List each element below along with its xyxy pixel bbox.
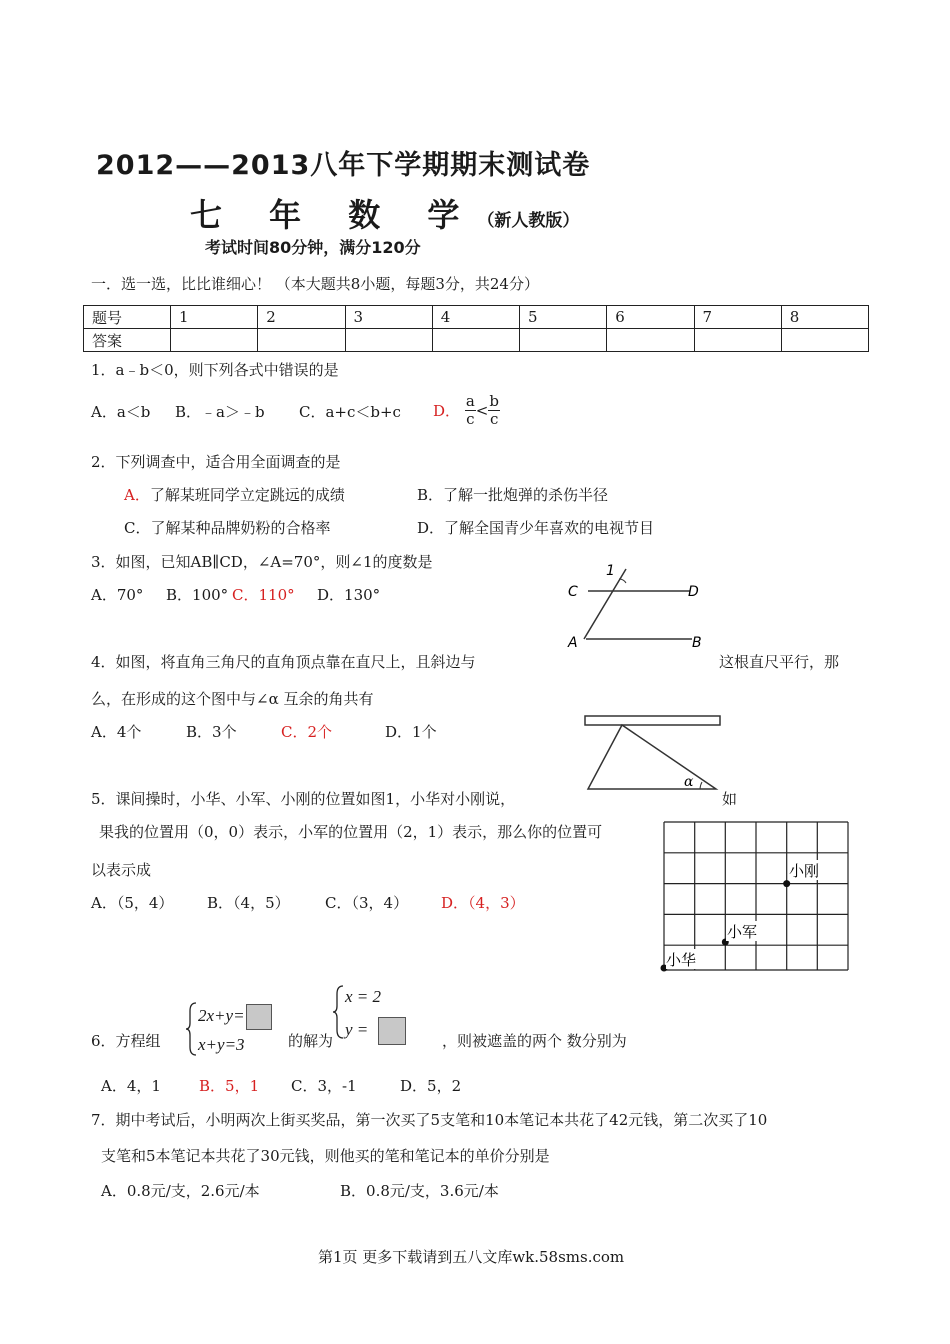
table-cell: 答案 <box>84 329 171 352</box>
label-b: B <box>692 635 702 651</box>
set-square <box>588 725 716 789</box>
q2-option-a: A．了解某班同学立定跳远的成绩 <box>124 486 345 504</box>
q5-option-d: D．（4，3） <box>441 894 525 912</box>
q6-option-a: A．4，1 <box>101 1077 161 1095</box>
subject-heading <box>190 190 579 236</box>
label-c: C <box>568 584 578 600</box>
answer-cell[interactable] <box>520 329 607 352</box>
label-xiaohua: 小华 <box>666 951 697 969</box>
fraction-a-over-c: $\frac{a}{c}$ <box>465 392 475 428</box>
point-xiaogang <box>783 880 790 887</box>
table-row <box>84 306 869 329</box>
table-cell: 2 <box>258 306 345 329</box>
position-grid-figure <box>660 818 852 974</box>
table-cell: 5 <box>520 306 607 329</box>
q3-option-b: B．100° <box>166 586 229 604</box>
q2-stem: 2．下列调查中，适合用全面调查的是 <box>91 453 341 471</box>
label-d: D <box>688 584 699 600</box>
page-footer: 第1页 更多下载请到五八文库wk.58sms.com <box>318 1248 625 1266</box>
q5-option-b: B．（4，5） <box>207 894 290 912</box>
label-xiaogang: 小刚 <box>789 862 820 880</box>
q7-option-b: B．0.8元/支，3.6元/本 <box>340 1182 499 1200</box>
q4-option-b: B．3个 <box>186 723 237 741</box>
edition-label: （新人教版） <box>477 211 580 231</box>
table-row <box>84 329 869 352</box>
q2-option-c: C．了解某种品牌奶粉的合格率 <box>124 519 331 537</box>
q5-stem-line2: 果我的位置用（0，0）表示，小军的位置用（2，1）表示，那么你的位置可 <box>99 823 603 841</box>
q4-stem-line2: 么，在形成的这个图中与∠α 互余的角共有 <box>91 690 374 708</box>
table-cell: 3 <box>345 306 432 329</box>
q6-option-c: C．3，-1 <box>291 1077 357 1095</box>
q3-stem: 3．如图，已知AB∥CD，∠A=70°，则∠1的度数是 <box>91 553 433 571</box>
q4-option-d: D．1个 <box>385 723 437 741</box>
q1-stem: 1．a﹣b＜0，则下列各式中错误的是 <box>91 361 339 379</box>
q3-option-d: D．130° <box>317 586 381 604</box>
table-cell: 4 <box>432 306 519 329</box>
q5-option-c: C．（3，4） <box>325 894 409 912</box>
covered-box-2 <box>378 1017 406 1045</box>
q4-stem-part2: 这根直尺平行，那 <box>719 653 840 671</box>
q6-equation-2: x+y=3 <box>198 1035 245 1054</box>
answer-cell[interactable] <box>607 329 694 352</box>
exam-info: 考试时间80分钟，满分120分 <box>205 238 421 257</box>
q1-option-c: C．a+c＜b+c <box>299 403 401 421</box>
q3-option-c: C．110° <box>232 586 295 604</box>
q6-solution-1: x = 2 <box>345 987 382 1006</box>
answer-cell[interactable] <box>258 329 345 352</box>
q1-d-prefix: D． <box>433 402 461 420</box>
ruler <box>585 716 720 725</box>
exam-title: 2012——2013八年下学期期末测试卷 <box>96 150 591 181</box>
covered-box-1 <box>246 1004 272 1030</box>
q1-option-a: A．a＜b <box>91 403 151 421</box>
q3-option-a: A．70° <box>91 586 144 604</box>
solution-brace <box>333 984 345 1040</box>
answer-table <box>83 305 869 352</box>
q4-option-a: A．4个 <box>91 723 142 741</box>
answer-cell[interactable] <box>345 329 432 352</box>
q5-option-a: A．（5，4） <box>91 894 174 912</box>
table-cell: 1 <box>171 306 258 329</box>
subject-title: 七 年 数 学 <box>190 196 478 234</box>
label-1: 1 <box>606 563 615 579</box>
section-heading: 一．选一选，比比谁细心！ （本大题共8小题，每题3分，共24分） <box>91 275 539 293</box>
q7-stem-line2: 支笔和5本笔记本共花了30元钱，则他买的笔和笔记本的单价分别是 <box>101 1147 550 1165</box>
answer-cell[interactable] <box>781 329 868 352</box>
q2-option-d: D．了解全国青少年喜欢的电视节目 <box>417 519 655 537</box>
triangle-ruler-figure <box>580 712 725 792</box>
fraction-b-over-c: $\frac{b}{c}$ <box>489 392 499 428</box>
q5-stem-part1: 5．课间操时，小华、小军、小刚的位置如图1，小华对小刚说， <box>91 790 516 808</box>
q7-option-a: A．0.8元/支，2.6元/本 <box>101 1182 260 1200</box>
q1-option-d: D． $\frac{a}{c}$ < $\frac{b}{c}$ <box>433 392 499 428</box>
q6-option-d: D．5，2 <box>400 1077 462 1095</box>
q4-option-c: C．2个 <box>281 723 333 741</box>
label-xiaojun: 小军 <box>727 923 758 941</box>
q7-stem-line1: 7．期中考试后，小明两次上街买奖品，第一次买了5支笔和10本笔记本共花了42元钱，第二次买了10 <box>91 1111 768 1129</box>
q5-stem-part2: 如 <box>722 790 738 808</box>
q6-middle: 的解为 <box>288 1032 334 1050</box>
table-cell: 6 <box>607 306 694 329</box>
table-cell: 题号 <box>84 306 171 329</box>
table-cell: 8 <box>781 306 868 329</box>
label-alpha: α <box>684 774 694 790</box>
q6-option-b: B．5，1 <box>199 1077 260 1095</box>
q6-solution-2: y = <box>345 1017 406 1045</box>
label-a: A <box>568 635 578 651</box>
q5-stem-line3: 以表示成 <box>91 861 152 879</box>
answer-cell[interactable] <box>694 329 781 352</box>
table-cell: 7 <box>694 306 781 329</box>
q1-option-b: B．﹣a＞﹣b <box>175 403 265 421</box>
q6-equation-1: 2x+y= <box>198 1004 272 1030</box>
q4-stem-part1: 4．如图，将直角三角尺的直角顶点靠在直尺上，且斜边与 <box>91 653 476 671</box>
q6-suffix: ，则被遮盖的两个 数分别为 <box>442 1032 627 1050</box>
parallel-lines-figure <box>560 555 720 655</box>
answer-cell[interactable] <box>171 329 258 352</box>
answer-cell[interactable] <box>432 329 519 352</box>
q2-option-b: B．了解一批炮弹的杀伤半径 <box>417 486 609 504</box>
q6-prefix: 6．方程组 <box>91 1032 161 1050</box>
grid-lines <box>664 822 848 970</box>
system-brace <box>186 1001 198 1057</box>
